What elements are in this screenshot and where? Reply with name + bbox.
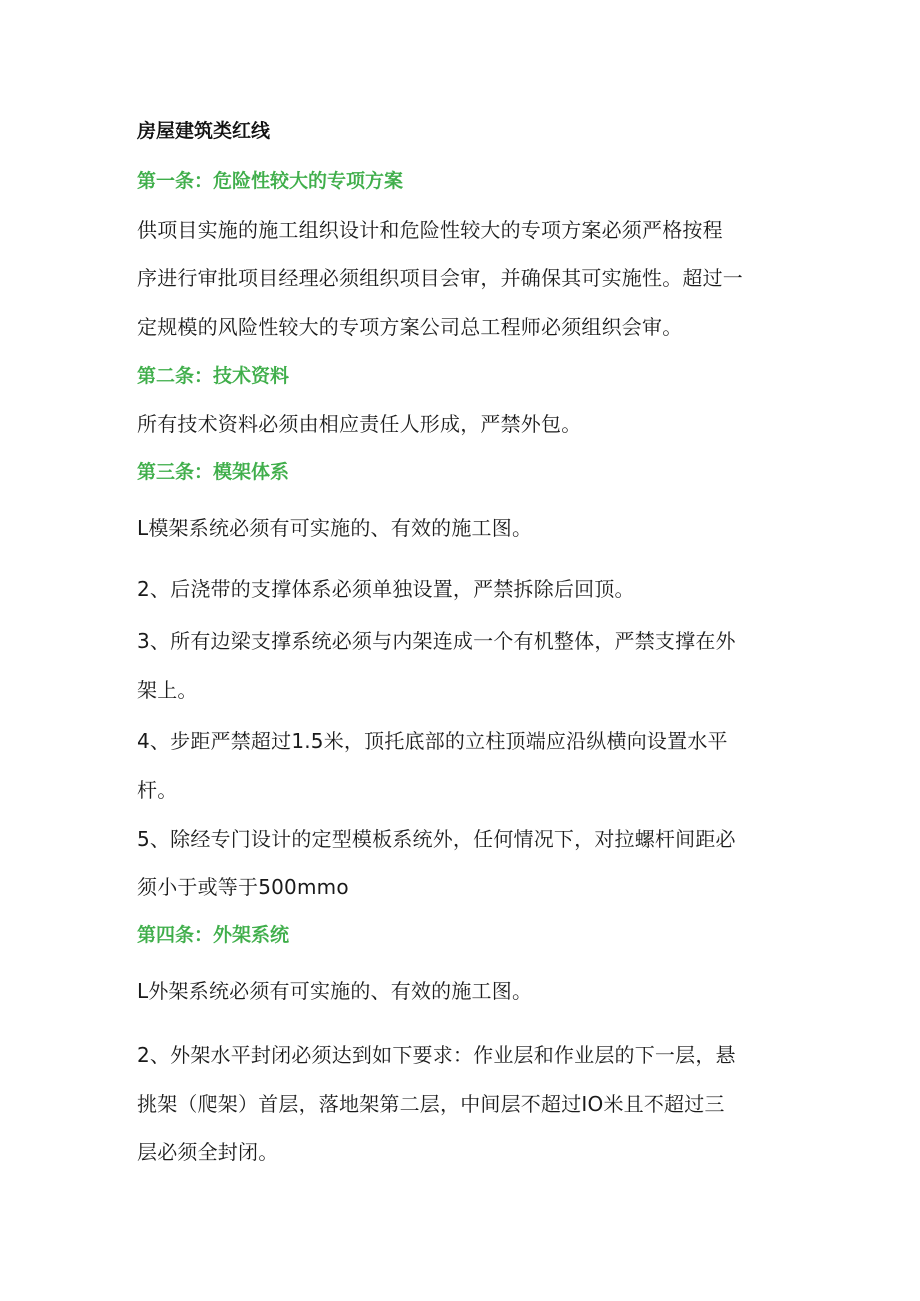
section-1-line-3: 定规模的风险性较大的专项方案公司总工程师必须组织会审。 [137, 315, 683, 339]
section-3-line-4: 架上。 [137, 678, 198, 702]
document-title: 房屋建筑类红线 [137, 120, 271, 142]
section-4-line-4: 层必须全封闭。 [137, 1140, 279, 1164]
section-3-line-8: 须小于或等于500mmo [137, 875, 349, 899]
section-1-line-2: 序进行审批项目经理必须组织项目会审，并确保其可实施性。超过一 [137, 266, 743, 290]
section-4-line-1: L外架系统必须有可实施的、有效的施工图。 [137, 979, 533, 1003]
section-4-line-2: 2、外架水平封闭必须达到如下要求：作业层和作业层的下一层，悬 [137, 1043, 736, 1067]
section-1-line-1: 供项目实施的施工组织设计和危险性较大的专项方案必须严格按程 [137, 218, 723, 242]
section-3-heading: 第三条：模架体系 [137, 461, 290, 483]
section-2-line-1: 所有技术资料必须由相应责任人形成，严禁外包。 [137, 412, 582, 436]
section-3-line-7: 5、除经专门设计的定型模板系统外，任何情况下，对拉螺杆间距必 [137, 827, 736, 851]
section-4-heading: 第四条：外架系统 [137, 924, 290, 946]
section-3-line-1: L模架系统必须有可实施的、有效的施工图。 [137, 516, 533, 540]
section-3-line-3: 3、所有边梁支撑系统必须与内架连成一个有机整体，严禁支撑在外 [137, 629, 736, 653]
section-3-line-5: 4、步距严禁超过1.5米，顶托底部的立柱顶端应沿纵横向设置水平 [137, 729, 728, 753]
section-1-heading: 第一条：危险性较大的专项方案 [137, 170, 404, 192]
section-2-heading: 第二条：技术资料 [137, 365, 290, 387]
section-3-line-2: 2、后浇带的支撑体系必须单独设置，严禁拆除后回顶。 [137, 577, 635, 601]
section-3-line-6: 杆。 [137, 778, 178, 802]
section-4-line-3: 挑架（爬架）首层，落地架第二层，中间层不超过IO米且不超过三 [137, 1092, 725, 1116]
